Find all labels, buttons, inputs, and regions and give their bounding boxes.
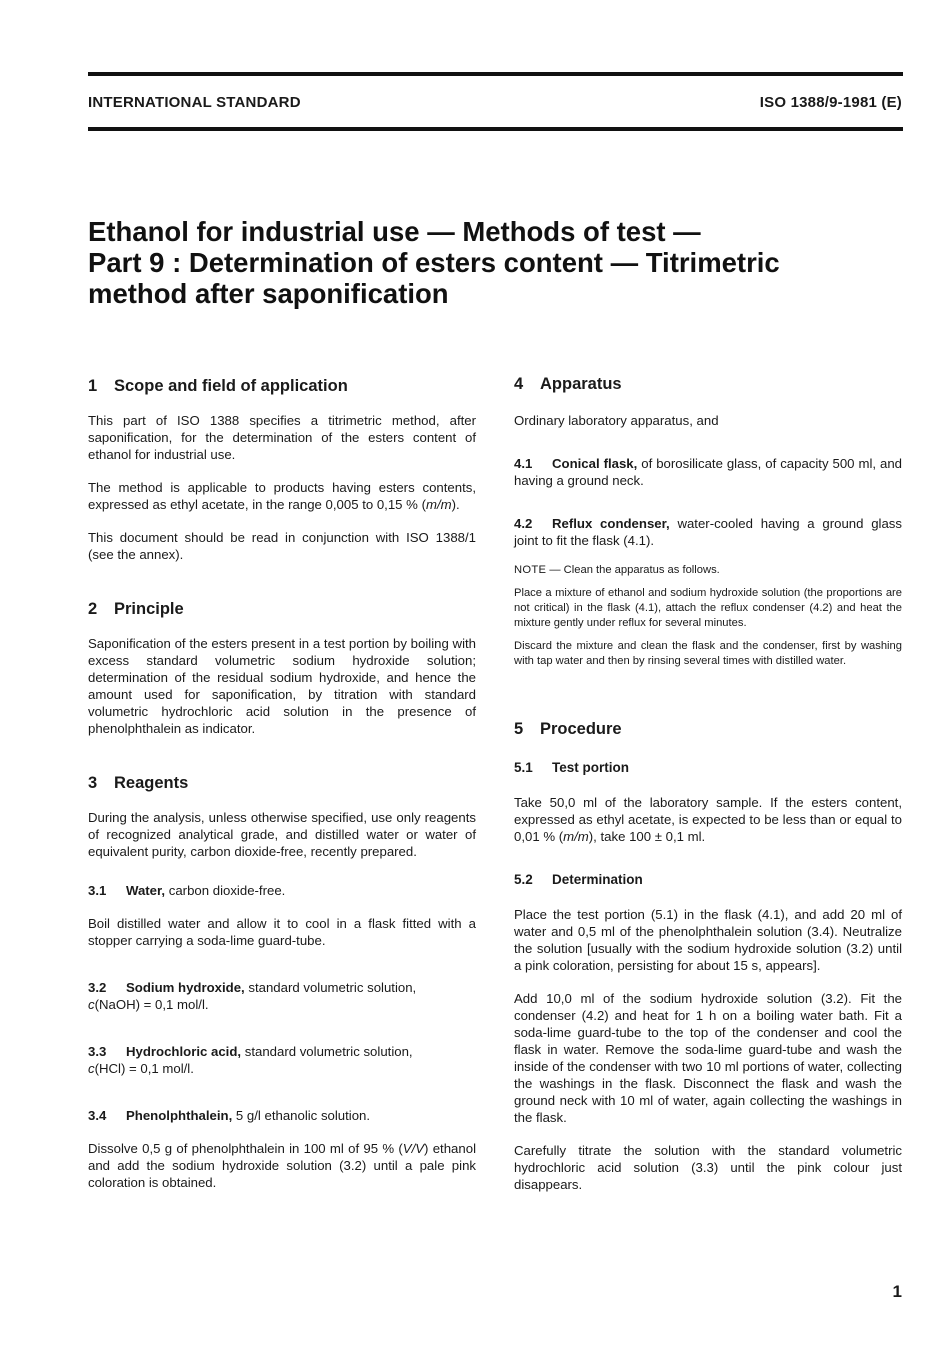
section-5-heading: 5 Procedure <box>514 720 622 738</box>
header-standard-type: INTERNATIONAL STANDARD <box>88 94 301 111</box>
left-column <box>88 376 476 1191</box>
subsection-3-1-para: Boil distilled water and allow it to cool in a flask fitted with a stopper carrying a soda-lime guard-tube. <box>88 916 476 948</box>
note-heading: NOTE — Clean the apparatus as follows. <box>514 564 720 576</box>
right-column <box>514 374 902 1193</box>
note-para-2: Discard the mixture and clean the flask and the condenser, first by washing with tap water and then by rinsing several times with distilled water. <box>514 640 902 667</box>
header-bottom-rule <box>88 127 903 131</box>
subsection-5-2-para-3: Carefully titrate the solution with the standard volumetric hydrochloric acid solution (3.3) until the pink colour just disappears. <box>514 1143 902 1192</box>
subsection-5-2-heading: 5.2 Determination <box>514 872 643 887</box>
section-1-para-1: This part of ISO 1388 specifies a titrimetric method, after saponification, for the determination of the esters content of ethanol for industrial use. <box>88 413 476 462</box>
note-para-1: Place a mixture of ethanol and sodium hydroxide solution (the proportions are not critical) in the flask (4.1), attach the reflux condenser (4.2) and heat the mixture gently under reflux for several minutes. <box>514 587 902 629</box>
section-1-para-2: The method is applicable to products having esters contents, expressed as ethyl acetate, in the range 0,005 to 0,15 % (m/m). <box>88 480 476 512</box>
header-standard-number: ISO 1388/9-1981 (E) <box>759 94 902 111</box>
subsection-3-1: 3.1 Water, carbon dioxide-free. <box>88 883 286 898</box>
section-2-para-1: Saponification of the esters present in a test portion by boiling with excess standard volumetric sodium hydroxide solution; determination of the residual sodium hydroxide, and hence the amount used for saponification, by titration with standard volumetric hydrochloric acid solution in the presence of phenolphthalein as indicator. <box>88 636 476 736</box>
section-1-para-3: This document should be read in conjunction with ISO 1388/1 (see the annex). <box>88 530 476 562</box>
document-title <box>88 216 888 309</box>
title-line-3: method after saponification <box>88 278 449 309</box>
subsection-5-1-heading: 5.1 Test portion <box>514 760 629 775</box>
subsection-4-1: 4.1 Conical flask, of borosilicate glass, of capacity 500 ml, and having a ground neck. <box>514 456 902 488</box>
page-number: 1 <box>892 1282 902 1301</box>
subsection-3-4-para: Dissolve 0,5 g of phenolphthalein in 100 ml of 95 % (V/V) ethanol and add the sodium hydroxide solution (3.2) until a pale pink coloration is obtained. <box>88 1141 476 1190</box>
section-3-heading: 3 Reagents <box>88 774 189 792</box>
section-4-para-1: Ordinary laboratory apparatus, and <box>514 413 719 428</box>
subsection-5-1-para: Take 50,0 ml of the laboratory sample. If the esters content, expressed as ethyl acetate, is expected to be less than or equal to 0,01 % (m/m), take 100 ± 0,1 ml. <box>514 795 902 844</box>
section-2-heading: 2 Principle <box>88 600 184 618</box>
subsection-3-4: 3.4 Phenolphthalein, 5 g/l ethanolic solution. <box>88 1108 371 1123</box>
subsection-4-2: 4.2 Reflux condenser, water-cooled having a ground glass joint to fit the flask (4.1). <box>514 516 902 548</box>
subsection-3-2: 3.2 Sodium hydroxide, standard volumetric solution, c(NaOH) = 0,1 mol/l. <box>88 980 417 1012</box>
section-4-heading: 4 Apparatus <box>514 375 622 393</box>
title-line-1: Ethanol for industrial use — Methods of test — <box>88 216 701 247</box>
section-3-para-1: During the analysis, unless otherwise specified, use only reagents of recognized analytical grade, and distilled water or water of equivalent purity, carbon dioxide-free, recently prepared. <box>88 810 476 859</box>
header-top-rule <box>88 72 903 76</box>
subsection-5-2-para-2: Add 10,0 ml of the sodium hydroxide solution (3.2). Fit the condenser (4.2) and heat for 1 h on a boiling water bath. Fit a soda-lime guard-tube to the top of the condenser and cool the flask in water. Remove the soda-lime guard-tube and wash the inside of the condenser with two 10 ml portions of water, collecting the washings in the flask. Disconnect the flask and wash the ground neck with 10 ml of water, again collecting the washings in the flask. <box>514 991 902 1125</box>
subsection-3-3: 3.3 Hydrochloric acid, standard volumetric solution, c(HCl) = 0,1 mol/l. <box>88 1044 413 1076</box>
title-line-2: Part 9 : Determination of esters content — Titrimetric <box>88 247 780 278</box>
subsection-5-2-para-1: Place the test portion (5.1) in the flask (4.1), and add 20 ml of water and 0,5 ml of the phenolphthalein solution (3.4). Neutralize the solution [usually with the sodium hydroxide solution (3.2) until a pink coloration, persisting for about 15 s, appears]. <box>514 907 902 973</box>
section-1-heading: 1 Scope and field of application <box>88 377 348 395</box>
